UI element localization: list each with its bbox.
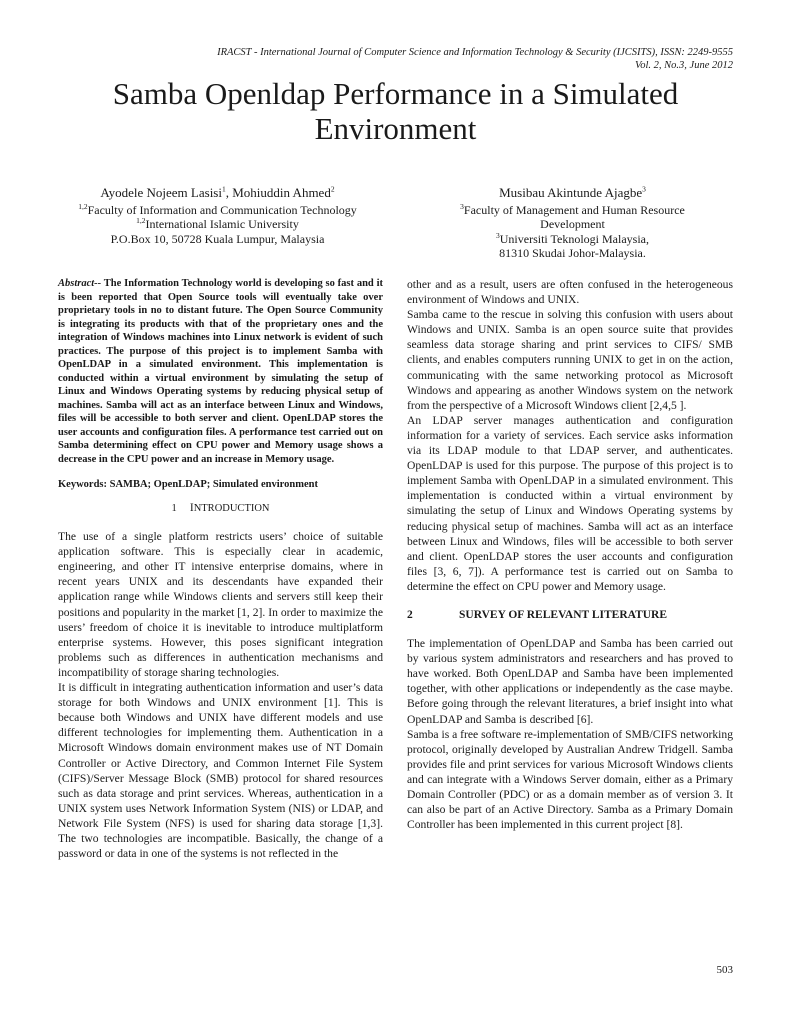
right-column (407, 277, 733, 832)
literature-paragraph-2: Samba is a free software re-implementation of SMB/CIFS networking protocol, originally developed by Australian Andrew Tridgell. Samba provides file and print services for various Microsoft Windows clients and can integrate with a Windows Server domain, either as a Primary Domain Controller (PDC) or as a domain member as of version 3. It can also be part of an Active Directory. Samba as a Primary Domain Controller has been implemented in this current project [8]. (407, 727, 733, 832)
affiliation-university: $^{1,2}$International Islamic University (136, 216, 299, 231)
section-heading-introduction: 1 INTRODUCTION (171, 502, 270, 514)
page-number: 503 (716, 964, 733, 976)
author-block-right (400, 186, 745, 261)
affiliation-university: $^3$Universiti Teknologi Malaysia, (496, 230, 649, 246)
journal-name: IRACST - International Journal of Computer Science and Information Technology & Security (IJCSITS), ISSN: 2249-9555 (217, 47, 733, 58)
abstract: Abstract-- The Information Technology world is developing so fast and it is been reported that Open Source tools will eventually take over proprietary tools in no to distant future. The Open Source Community is integrating its products with that of the proprietary ones and the integration of Windows machines into Linux network is evident of such practices. The purpose of this project is to implement Samba with OpenLDAP in a simulated environment. This implementation is conducted within a virtual environment by simulating the setup of Linux and Windows Operating systems by reducing physical setup of machines. Samba will act as an interface between Linux and Windows, files will be accessible to both server and client. OpenLDAP stores the user accounts and configuration files. A performance test carried out on Samba determining effect on CPU power and Memory usage shows a decrease in the CPU power and an increase in Memory usage. (58, 278, 383, 465)
literature-paragraph-1: The implementation of OpenLDAP and Samba has been carried out by various system administrators and researchers and has proved to have worked. Both OpenLDAP and Samba have been implemented together, with other applications or independently as the case maybe. Before going through the relevant literatures, a brief insight into what OpenLDAP and Samba is described [6]. (407, 637, 733, 726)
affiliation-address: P.O.Box 10, 50728 Kuala Lumpur, Malaysia (110, 231, 325, 246)
affiliation-faculty: $^3$Faculty of Management and Human Resource (460, 201, 685, 217)
intro-paragraph-1: The use of a single platform restricts users’ choice of suitable application software. This is especially clear in academic, engineering, and other IT intensive enterprise domains, where in recent years UNIX and its descendants have expanded their application range while Windows clients and servers still keep their positions and popularity in the market [1, 2]. In order to maximize the users’ freedom of choice it is inevitable to introduce multiplatform enterprise systems. However, this poses significant integration problems such as differences in authentication mechanisms and incompatibility of storage sharing technologies. (58, 530, 383, 679)
paper-title: Samba Openldap Performance in a Simulated Environment (112, 76, 679, 146)
author-block-left (40, 186, 395, 246)
author-names: Ayodele Nojeem Lasisi$^1$, Mohiuddin Ahmed$^2$ (100, 184, 335, 200)
intro-paragraph-4: Samba came to the rescue in solving this confusion with users about Windows and UNIX. Samba is an open source suite that provides seamless data storage sharing and print services to CIFS/ SMB clients, and enables computers running UNIX to get in on the action, communicating with the same networking protocol as Microsoft Windows and appearing as another Windows system on the network from the perspective of a Microsoft Windows client [2,4,5 ]. (407, 308, 733, 412)
affiliation-address: 81310 Skudai Johor-Malaysia. (499, 246, 646, 260)
section-heading-literature: 2 SURVEY OF RELEVANT LITERATURE (407, 608, 668, 621)
affiliation-faculty: $^{1,2}$Faculty of Information and Communication Technology (78, 201, 357, 217)
intro-paragraph-5: An LDAP server manages authentication and configuration information for a variety of services. Each service asks information via its LDAP module to that LDAP server, and authenticates. OpenLDAP is used for this purpose. The purpose of this project is to implement Samba with OpenLDAP in a simulated environment. This implementation is conducted within a virtual environment by simulating the setup of Linux and Windows Operating systems by reducing physical setup of machines. Samba will act as an interface between Linux and Windows, files will be accessible to both server and client. OpenLDAP stores the user accounts and configuration files [3, 6, 7]). A performance test is carried out on Samba to determine the effect on CPU power and Memory usage. (407, 413, 733, 593)
author-name: Musibau Akintunde Ajagbe$^3$ (499, 184, 646, 200)
intro-paragraph-3: other and as a result, users are often confused in the heterogeneous environment of Windows and UNIX. (407, 278, 733, 307)
affiliation-faculty-cont: Development (540, 217, 605, 231)
journal-volume: Vol. 2, No.3, June 2012 (635, 60, 733, 71)
keywords: Keywords: SAMBA; OpenLDAP; Simulated environment (58, 479, 318, 490)
journal-header (217, 46, 733, 72)
left-column (58, 277, 383, 861)
intro-paragraph-2: It is difficult in integrating authentication information and user’s data storage for both Windows and UNIX environment [1]. This is because both Windows and UNIX have different models and use different technologies for implementing them. Authentication in a Microsoft Windows domain environment makes use of NT Domain Controller or Active Directory, and Common Internet File System (CIFS)/Server Message Block (SMB) protocol for shared resources such as data storage and print services. Whereas, authentication in a UNIX system uses Network Information System (NIS) or LDAP, and Network File System (NFS) is used for sharing data storage [1,3]. The two technologies are incompatible. Basically, the change of a password or data in one of the systems is not reflected in the (58, 681, 383, 861)
